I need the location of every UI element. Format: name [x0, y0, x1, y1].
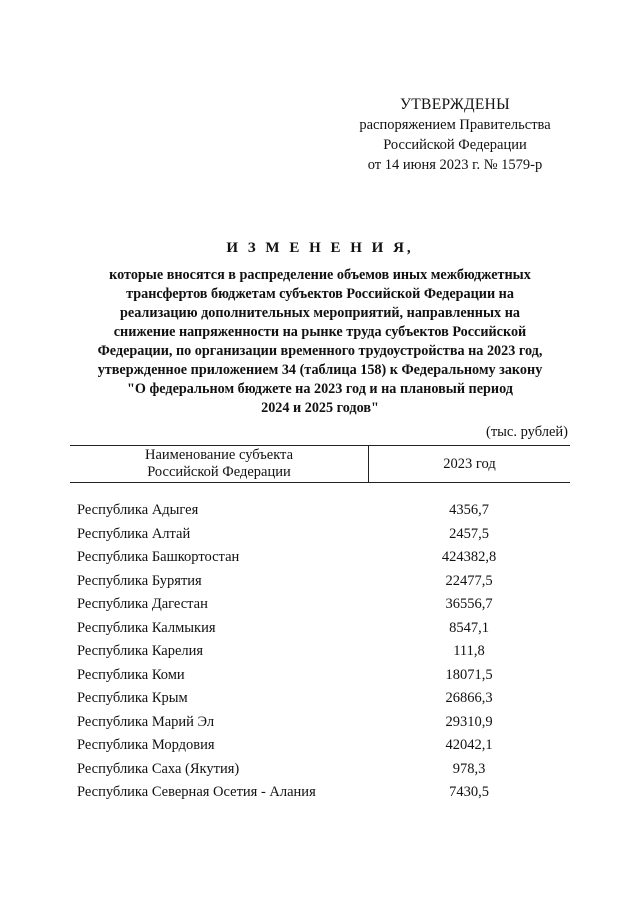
region-name: Республика Карелия [77, 643, 204, 660]
table-row [70, 711, 570, 735]
table-body [70, 499, 570, 805]
table-row [70, 640, 570, 664]
budget-table [70, 445, 570, 805]
subtitle-line: 2024 и 2025 годов" [261, 400, 379, 416]
table-row [70, 687, 570, 711]
region-name: Республика Мордовия [77, 737, 215, 754]
subtitle-line: утвержденное приложением 34 (таблица 158) к Федеральному закону [97, 362, 543, 378]
table-row [70, 734, 570, 758]
region-name: Республика Адыгея [77, 502, 199, 519]
region-name: Республика Бурятия [77, 572, 202, 589]
subtitle-line: Федерации, по организации временного трудоустройства на 2023 год, [97, 343, 543, 359]
subtitle-line: реализацию дополнительных мероприятий, направленных на [120, 305, 520, 321]
subtitle-line: "О федеральном бюджете на 2023 год и на плановый период [127, 381, 513, 397]
region-value: 4356,7 [449, 502, 489, 519]
table-row [70, 570, 570, 594]
document-title: И З М Е Н Е Н И Я, [226, 240, 414, 256]
region-value: 29310,9 [445, 713, 493, 730]
region-value: 18071,5 [445, 666, 493, 683]
region-value: 424382,8 [441, 549, 497, 566]
region-value: 22477,5 [445, 572, 493, 589]
header-name-line-2: Российской Федерации [147, 464, 291, 480]
header-region-name [70, 446, 369, 482]
table-row [70, 781, 570, 805]
region-name: Республика Коми [77, 666, 185, 683]
region-value: 26866,3 [445, 690, 493, 707]
units-label: (тыс. рублей) [486, 424, 568, 440]
approval-line-3: от 14 июня 2023 г. № 1579-р [367, 157, 543, 173]
region-value: 2457,5 [449, 525, 489, 542]
region-name: Республика Крым [77, 690, 188, 707]
region-name: Республика Башкортостан [77, 549, 240, 566]
subtitle-line: трансфертов бюджетам субъектов Российской Федерации на [126, 286, 514, 302]
approval-title: УТВЕРЖДЕНЫ [400, 96, 510, 113]
table-header [70, 445, 570, 483]
region-value: 7430,5 [449, 784, 489, 801]
subtitle-line: снижение напряженности на рынке труда субъектов Российской [113, 324, 527, 340]
region-value: 978,3 [452, 760, 486, 777]
table-row [70, 523, 570, 547]
table-row [70, 617, 570, 641]
approval-block [330, 95, 580, 175]
region-name: Республика Дагестан [77, 596, 208, 613]
approval-line-1: распоряжением Правительства [359, 117, 551, 133]
region-name: Республика Саха (Якутия) [77, 760, 240, 777]
region-name: Республика Алтай [77, 525, 191, 542]
table-row [70, 664, 570, 688]
region-value: 8547,1 [449, 619, 489, 636]
document-subtitle [70, 266, 570, 418]
approval-line-2: Российской Федерации [383, 137, 527, 153]
table-row [70, 758, 570, 782]
region-value: 111,8 [453, 643, 485, 660]
table-row [70, 593, 570, 617]
region-name: Республика Северная Осетия - Алания [77, 784, 316, 801]
header-name-line-1: Наименование субъекта [144, 447, 294, 463]
region-name: Республика Калмыкия [77, 619, 216, 636]
subtitle-line: которые вносятся в распределение объемов иных межбюджетных [109, 267, 531, 283]
region-value: 42042,1 [445, 737, 493, 754]
table-row [70, 546, 570, 570]
table-row [70, 499, 570, 523]
region-name: Республика Марий Эл [77, 713, 215, 730]
header-year: 2023 год [443, 455, 496, 472]
region-value: 36556,7 [445, 596, 493, 613]
